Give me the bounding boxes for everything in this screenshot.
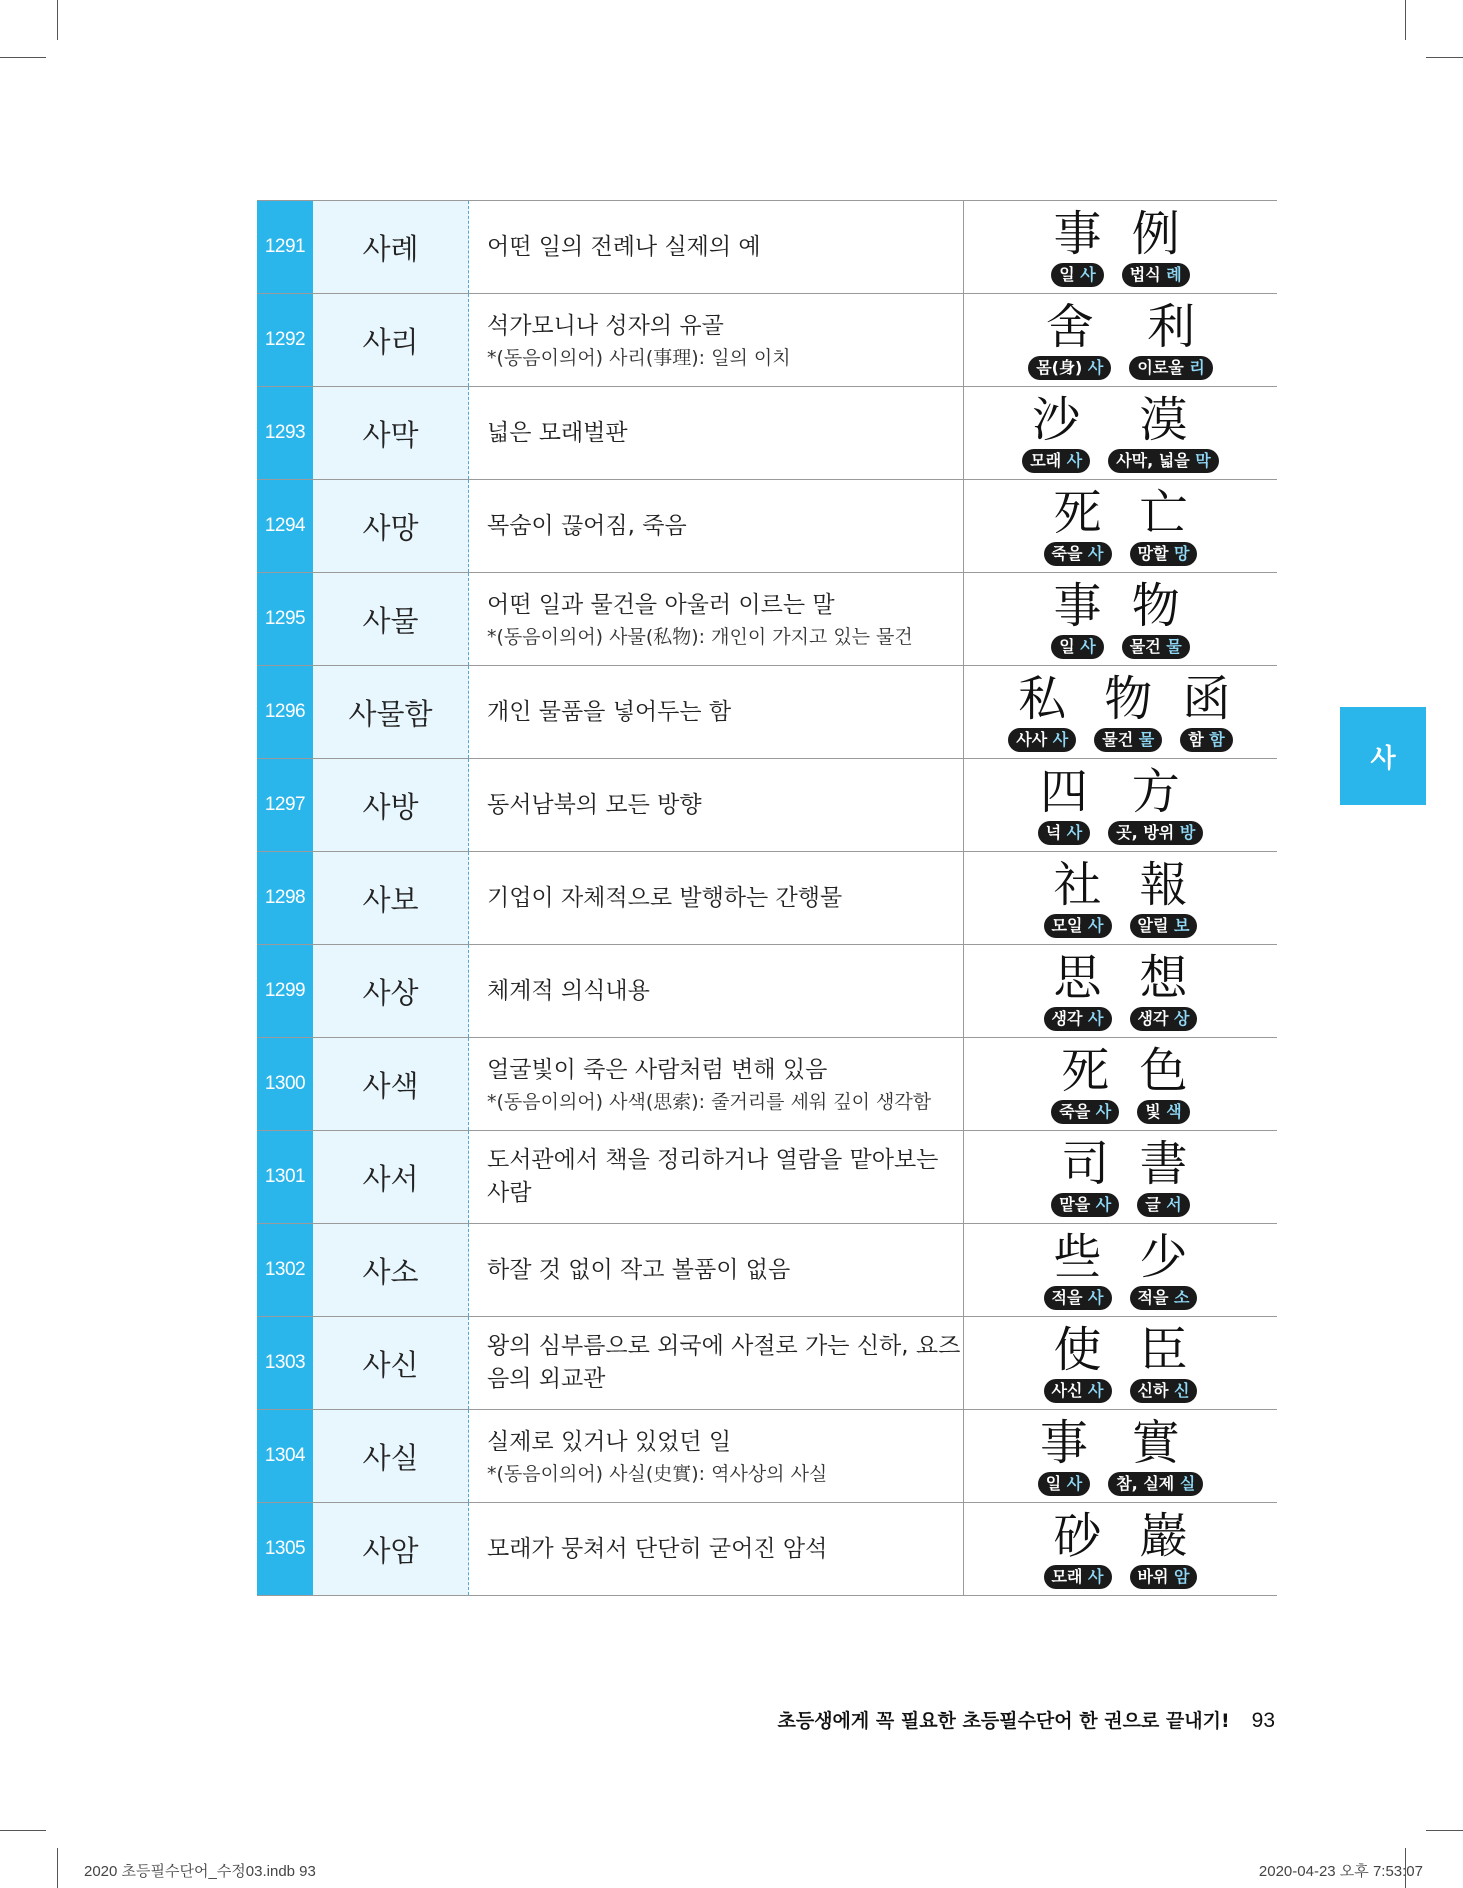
entry-definition-cell: [469, 666, 964, 758]
hanja-meaning-badge: [1130, 1379, 1198, 1403]
hanja-meaning: 일: [1045, 1474, 1062, 1493]
hanja-meaning-badge: [1130, 914, 1198, 938]
hanja-meaning: 물건: [1102, 730, 1134, 749]
hanja-meaning-badge: [1122, 263, 1190, 287]
hanja-sound: 실: [1179, 1474, 1196, 1493]
entry-hanja-cell: [964, 1410, 1277, 1502]
hanja-meaning-badge: [1051, 635, 1104, 659]
hanja-unit: [1130, 486, 1198, 566]
hanja-meaning-badge: [1129, 356, 1212, 380]
hanja-character: 臣: [1139, 1322, 1188, 1378]
hanja-meaning: 법식: [1129, 265, 1161, 284]
footer: [777, 1706, 1275, 1733]
entry-hanja-cell: [964, 945, 1277, 1037]
entry-definition: 석가모니나 성자의 유골: [487, 312, 724, 339]
hanja-sound: 사: [1087, 358, 1104, 377]
hanja-character: 少: [1139, 1229, 1188, 1285]
hanja-meaning-badge: [1051, 1193, 1119, 1217]
table-row: [257, 294, 1277, 387]
hanja-meaning-badge: [1094, 728, 1162, 752]
entry-definition-cell: [469, 1503, 964, 1595]
entry-definition: 넓은 모래벌판: [487, 419, 628, 446]
entry-definition: 어떤 일과 물건을 아울러 이르는 말: [487, 591, 835, 618]
hanja-sound: 사: [1088, 1009, 1104, 1028]
table-row: [257, 852, 1277, 945]
entry-hanja-cell: [964, 201, 1277, 293]
entry-hanja-cell: [964, 1503, 1277, 1595]
hanja-character: 想: [1139, 950, 1188, 1006]
print-slug-date: 2020-04-23 오후 7:53:07: [1258, 1863, 1423, 1880]
hanja-sound: 사: [1095, 1102, 1112, 1121]
hanja-meaning-badge: [1038, 1472, 1091, 1496]
hanja-meaning-badge: [1108, 449, 1219, 473]
entry-definition-cell: [469, 852, 964, 944]
crop-mark: [0, 57, 46, 58]
hanja-character: 死: [1053, 485, 1102, 541]
entry-number: 1291: [257, 201, 313, 293]
entry-definition-cell: [469, 387, 964, 479]
entry-number: 1297: [257, 759, 313, 851]
entry-definition-cell: [469, 1131, 964, 1223]
hanja-unit: [1137, 1137, 1190, 1217]
table-row: [257, 1131, 1277, 1224]
entry-definition-cell: [469, 573, 964, 665]
entry-hanja-cell: [964, 573, 1277, 665]
hanja-sound: 사: [1052, 730, 1069, 749]
hanja-meaning: 모래: [1051, 1567, 1083, 1586]
hanja-meaning: 사막, 넓을: [1116, 451, 1190, 470]
hanja-character: 函: [1182, 671, 1231, 727]
hanja-unit: [1137, 1044, 1190, 1124]
hanja-character: 砂: [1053, 1508, 1102, 1564]
hanja-unit: [1044, 1509, 1112, 1589]
hanja-character: 司: [1061, 1136, 1110, 1192]
footer-tagline: 초등생에게 꼭 필요한 초등필수단어 한 권으로 끝내기!: [777, 1710, 1230, 1732]
hanja-character: 事: [1053, 578, 1102, 634]
table-row: [257, 387, 1277, 480]
hanja-meaning: 알릴: [1137, 916, 1169, 935]
hanja-unit: [1008, 672, 1076, 752]
entry-hanja-cell: [964, 759, 1277, 851]
hanja-meaning-badge: [1044, 1007, 1112, 1031]
hanja-character: 思: [1053, 950, 1102, 1006]
entry-word: 사소: [313, 1224, 469, 1316]
hanja-sound: 례: [1166, 265, 1182, 284]
hanja-unit: [1130, 1323, 1198, 1403]
entry-number: 1299: [257, 945, 313, 1037]
entry-number: 1298: [257, 852, 313, 944]
hanja-meaning-badge: [1130, 1565, 1198, 1589]
hanja-unit: [1038, 1416, 1091, 1496]
hanja-unit: [1044, 486, 1112, 566]
hanja-meaning: 바위: [1137, 1567, 1169, 1586]
hanja-unit: [1130, 1230, 1198, 1310]
hanja-meaning: 적을: [1051, 1288, 1083, 1307]
hanja-meaning: 생각: [1051, 1009, 1083, 1028]
table-row: [257, 1317, 1277, 1410]
hanja-character: 色: [1139, 1043, 1188, 1099]
hanja-meaning-badge: [1051, 1100, 1119, 1124]
hanja-meaning-badge: [1137, 1193, 1190, 1217]
entry-word: 사색: [313, 1038, 469, 1130]
entry-word: 사막: [313, 387, 469, 479]
crop-mark: [0, 1830, 46, 1831]
entry-definition: 개인 물품을 넣어두는 함: [487, 698, 732, 725]
hanja-meaning: 생각: [1137, 1009, 1169, 1028]
hanja-meaning-badge: [1122, 635, 1190, 659]
entry-hanja-cell: [964, 294, 1277, 386]
entry-word: 사방: [313, 759, 469, 851]
entry-definition-cell: [469, 759, 964, 851]
hanja-unit: [1051, 207, 1104, 287]
hanja-character: 例: [1131, 206, 1180, 262]
section-tab: 사: [1340, 707, 1426, 805]
hanja-meaning-badge: [1051, 263, 1104, 287]
hanja-unit: [1028, 300, 1111, 380]
hanja-sound: 사: [1088, 916, 1104, 935]
hanja-meaning-badge: [1038, 821, 1091, 845]
hanja-sound: 함: [1209, 730, 1225, 749]
hanja-meaning-badge: [1022, 449, 1090, 473]
crop-mark: [1426, 57, 1463, 58]
entry-number: 1292: [257, 294, 313, 386]
entry-word: 사서: [313, 1131, 469, 1223]
entry-hanja-cell: [964, 1317, 1277, 1409]
hanja-sound: 사: [1080, 265, 1096, 284]
entry-definition: 어떤 일의 전례나 실제의 예: [487, 233, 761, 260]
hanja-meaning: 글: [1145, 1195, 1161, 1214]
entry-definition: 기업이 자체적으로 발행하는 간행물: [487, 884, 843, 911]
entry-number: 1305: [257, 1503, 313, 1595]
entry-hanja-cell: [964, 666, 1277, 758]
hanja-unit: [1108, 765, 1203, 845]
hanja-sound: 상: [1174, 1009, 1190, 1028]
print-slug-file: 2020 초등필수단어_수정03.indb 93: [84, 1863, 316, 1880]
hanja-character: 事: [1053, 206, 1102, 262]
hanja-unit: [1051, 1137, 1119, 1217]
hanja-unit: [1044, 1230, 1112, 1310]
hanja-meaning-badge: [1130, 1286, 1198, 1310]
hanja-sound: 방: [1179, 823, 1196, 842]
hanja-unit: [1130, 1509, 1198, 1589]
hanja-meaning: 사사: [1016, 730, 1048, 749]
entry-word: 사리: [313, 294, 469, 386]
hanja-unit: [1122, 579, 1190, 659]
entry-definition-cell: [469, 1410, 964, 1502]
crop-mark: [1426, 1830, 1463, 1831]
hanja-character: 巖: [1139, 1508, 1188, 1564]
hanja-sound: 리: [1189, 358, 1205, 377]
entry-definition-cell: [469, 1317, 964, 1409]
entry-number: 1295: [257, 573, 313, 665]
hanja-sound: 사: [1088, 1288, 1104, 1307]
crop-mark: [57, 1848, 58, 1888]
hanja-sound: 소: [1174, 1288, 1190, 1307]
entry-definition-cell: [469, 1038, 964, 1130]
hanja-meaning-badge: [1108, 821, 1203, 845]
hanja-meaning: 곳, 방위: [1116, 823, 1175, 842]
hanja-character: 私: [1018, 671, 1067, 727]
hanja-meaning: 신하: [1137, 1381, 1169, 1400]
hanja-character: 沙: [1032, 392, 1081, 448]
hanja-meaning: 물건: [1129, 637, 1161, 656]
table-row: [257, 945, 1277, 1038]
hanja-character: 亡: [1139, 485, 1188, 541]
table-row: [257, 480, 1277, 573]
hanja-sound: 사: [1088, 544, 1104, 563]
entry-word: 사망: [313, 480, 469, 572]
hanja-meaning: 모래: [1030, 451, 1062, 470]
hanja-unit: [1094, 672, 1162, 752]
hanja-sound: 사: [1095, 1195, 1112, 1214]
hanja-meaning-badge: [1044, 1565, 1112, 1589]
hanja-character: 報: [1139, 857, 1188, 913]
entry-definition: 동서남북의 모든 방향: [487, 791, 702, 818]
hanja-unit: [1051, 579, 1104, 659]
hanja-character: 些: [1053, 1229, 1102, 1285]
hanja-unit: [1044, 951, 1112, 1031]
table-row: [257, 1503, 1277, 1596]
entry-definition: 왕의 심부름으로 외국에 사절로 가는 신하, 요즈음의 외교관: [487, 1333, 961, 1392]
hanja-sound: 막: [1195, 451, 1211, 470]
hanja-meaning: 넉: [1045, 823, 1062, 842]
hanja-sound: 서: [1166, 1195, 1182, 1214]
hanja-meaning: 함: [1188, 730, 1204, 749]
entry-hanja-cell: [964, 387, 1277, 479]
hanja-meaning-badge: [1044, 1379, 1112, 1403]
table-row: [257, 1224, 1277, 1317]
hanja-unit: [1038, 765, 1091, 845]
hanja-unit: [1022, 393, 1090, 473]
hanja-meaning: 죽을: [1051, 544, 1083, 563]
hanja-meaning-badge: [1044, 542, 1112, 566]
hanja-meaning: 죽을: [1059, 1102, 1091, 1121]
table-row: [257, 666, 1277, 759]
hanja-unit: [1130, 858, 1198, 938]
hanja-unit: [1130, 951, 1198, 1031]
hanja-meaning: 맡을: [1059, 1195, 1091, 1214]
entry-hanja-cell: [964, 1038, 1277, 1130]
hanja-character: 書: [1139, 1136, 1188, 1192]
hanja-unit: [1129, 300, 1212, 380]
entry-definition-cell: [469, 294, 964, 386]
hanja-meaning-badge: [1130, 542, 1198, 566]
entry-word: 사물: [313, 573, 469, 665]
entry-definition-cell: [469, 945, 964, 1037]
crop-mark: [1405, 0, 1406, 40]
entry-word: 사상: [313, 945, 469, 1037]
hanja-unit: [1108, 1416, 1203, 1496]
entry-definition: 하잘 것 없이 작고 볼품이 없음: [487, 1256, 791, 1283]
entry-homonym-note: *(동음이의어) 사물(私物): 개인이 가지고 있는 물건: [487, 625, 913, 648]
hanja-unit: [1044, 1323, 1112, 1403]
entry-word: 사암: [313, 1503, 469, 1595]
hanja-character: 四: [1039, 764, 1088, 820]
hanja-character: 利: [1147, 299, 1196, 355]
table-row: [257, 1410, 1277, 1503]
entry-hanja-cell: [964, 480, 1277, 572]
hanja-sound: 사: [1080, 637, 1096, 656]
hanja-sound: 색: [1166, 1102, 1182, 1121]
entry-homonym-note: *(동음이의어) 사색(思索): 줄거리를 세워 깊이 생각함: [487, 1090, 932, 1113]
entry-definition: 실제로 있거나 있었던 일: [487, 1428, 732, 1455]
entry-definition: 모래가 뭉쳐서 단단히 굳어진 암석: [487, 1535, 828, 1562]
hanja-unit: [1044, 858, 1112, 938]
hanja-sound: 사: [1066, 451, 1083, 470]
entry-number: 1301: [257, 1131, 313, 1223]
hanja-unit: [1051, 1044, 1119, 1124]
table-row: [257, 201, 1277, 294]
hanja-sound: 사: [1088, 1567, 1104, 1586]
entry-definition: 목숨이 끊어짐, 죽음: [487, 512, 687, 539]
hanja-unit: [1122, 207, 1190, 287]
hanja-meaning-badge: [1137, 1100, 1190, 1124]
entry-number: 1303: [257, 1317, 313, 1409]
hanja-sound: 물: [1166, 637, 1182, 656]
entry-definition-cell: [469, 1224, 964, 1316]
hanja-character: 物: [1104, 671, 1153, 727]
hanja-sound: 암: [1174, 1567, 1190, 1586]
entry-word: 사실: [313, 1410, 469, 1502]
entry-word: 사보: [313, 852, 469, 944]
entry-number: 1296: [257, 666, 313, 758]
entry-hanja-cell: [964, 852, 1277, 944]
entry-number: 1293: [257, 387, 313, 479]
entry-number: 1300: [257, 1038, 313, 1130]
hanja-character: 社: [1053, 857, 1102, 913]
hanja-sound: 신: [1174, 1381, 1190, 1400]
hanja-meaning: 일: [1059, 265, 1075, 284]
hanja-sound: 보: [1174, 916, 1190, 935]
vocabulary-table: [257, 200, 1277, 1596]
crop-mark: [57, 0, 58, 40]
entry-definition: 체계적 의식내용: [487, 977, 650, 1004]
hanja-meaning-badge: [1008, 728, 1076, 752]
hanja-meaning: 일: [1059, 637, 1075, 656]
hanja-sound: 사: [1066, 823, 1083, 842]
hanja-unit: [1108, 393, 1219, 473]
hanja-meaning: 모일: [1051, 916, 1083, 935]
hanja-character: 物: [1131, 578, 1180, 634]
entry-hanja-cell: [964, 1131, 1277, 1223]
table-row: [257, 1038, 1277, 1131]
hanja-unit: [1180, 672, 1233, 752]
hanja-meaning: 망할: [1137, 544, 1169, 563]
hanja-sound: 물: [1138, 730, 1155, 749]
hanja-meaning: 참, 실제: [1116, 1474, 1175, 1493]
page-number: 93: [1251, 1709, 1275, 1732]
hanja-sound: 사: [1088, 1381, 1104, 1400]
entry-number: 1294: [257, 480, 313, 572]
table-row: [257, 759, 1277, 852]
hanja-meaning-badge: [1180, 728, 1233, 752]
hanja-sound: 망: [1174, 544, 1190, 563]
hanja-meaning-badge: [1028, 356, 1111, 380]
entry-definition-cell: [469, 480, 964, 572]
entry-homonym-note: *(동음이의어) 사리(事理): 일의 이치: [487, 346, 791, 369]
hanja-meaning: 사신: [1051, 1381, 1083, 1400]
hanja-character: 使: [1053, 1322, 1102, 1378]
hanja-character: 實: [1131, 1415, 1180, 1471]
entry-number: 1304: [257, 1410, 313, 1502]
hanja-character: 舍: [1045, 299, 1094, 355]
hanja-sound: 사: [1066, 1474, 1083, 1493]
hanja-meaning: 몸(身): [1036, 358, 1083, 377]
hanja-character: 死: [1061, 1043, 1110, 1099]
hanja-character: 方: [1131, 764, 1180, 820]
entry-definition: 도서관에서 책을 정리하거나 열람을 맡아보는 사람: [487, 1147, 939, 1206]
hanja-meaning: 이로울: [1137, 358, 1184, 377]
hanja-character: 漠: [1139, 392, 1188, 448]
entry-number: 1302: [257, 1224, 313, 1316]
entry-definition-cell: [469, 201, 964, 293]
hanja-meaning: 적을: [1137, 1288, 1169, 1307]
entry-hanja-cell: [964, 1224, 1277, 1316]
hanja-meaning: 빛: [1145, 1102, 1161, 1121]
entry-word: 사례: [313, 201, 469, 293]
hanja-character: 事: [1039, 1415, 1088, 1471]
hanja-meaning-badge: [1044, 1286, 1112, 1310]
table-row: [257, 573, 1277, 666]
entry-word: 사신: [313, 1317, 469, 1409]
hanja-meaning-badge: [1044, 914, 1112, 938]
entry-word: 사물함: [313, 666, 469, 758]
entry-definition: 얼굴빛이 죽은 사람처럼 변해 있음: [487, 1056, 828, 1083]
entry-homonym-note: *(동음이의어) 사실(史實): 역사상의 사실: [487, 1462, 828, 1485]
hanja-meaning-badge: [1130, 1007, 1198, 1031]
hanja-meaning-badge: [1108, 1472, 1203, 1496]
